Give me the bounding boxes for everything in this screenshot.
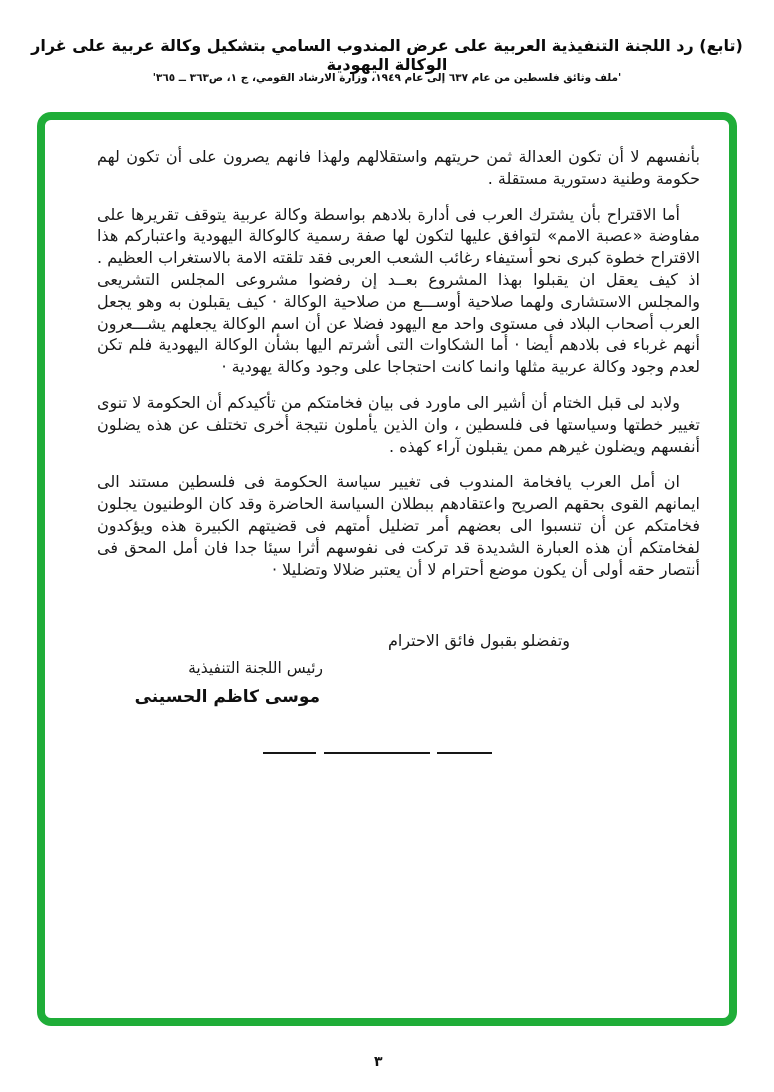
separator-rule-1 bbox=[263, 752, 316, 754]
separator-rule-3 bbox=[437, 752, 492, 754]
document-body bbox=[97, 146, 700, 594]
document-title: (تابع) رد اللجنة التنفيذية العربية على عرض المندوب السامي بتشكيل وكالة عربية على غرار الوكالة اليهودية bbox=[31, 36, 743, 74]
paragraph-4: ان أمل العرب يافخامة المندوب فى تغيير سياسة الحكومة فى فلسطين مستند الى ايمانهم القوى بحقهم الصريح واعتقادهم ببطلان السياسة الحاضرة وقد كان الوطنيون يجلون فخامتكم عن أن تنسبوا الى بعضهم أمر تضليل أمتهم فى قضيتهم الكبيرة هذه ويؤكدون لفخامتكم أن هذه العبارة الشديدة قد تركت فى نفوسهم أثرا سيئا جدا فان أمل المحق فى أنتصار حقه أولى أن يكون موضع أحترام لا أن يعتبر ضلالا وتضليلا · bbox=[97, 472, 700, 579]
paragraph-3: ولابد لى قبل الختام أن أشير الى ماورد فى بيان فخامتكم من تأكيدكم أن الحكومة لا تنوى تغيير خطتها وسياستها فى فلسطين ، وان الذين يأملون نتيجة أخرى تختلف عن هذه يضلون أنفسهم ويضلون غيرهم ممن يقبلون آراء كهذه . bbox=[97, 392, 700, 456]
closing-courtesy-line: وتفضلو بقبول فائق الاحترام bbox=[387, 631, 570, 650]
separator-rule-2 bbox=[324, 752, 430, 754]
signature-title: رئيس اللجنة التنفيذية bbox=[188, 659, 323, 677]
page-number: ٣ bbox=[374, 1054, 383, 1070]
paragraph-2: أما الاقتراح بأن يشترك العرب فى أدارة بلادهم بواسطة وكالة عربية يتوقف تقريرها على مفاوضة «عصبة الامم» لتوافق عليها لتكون لها صفة رسمية كالوكالة اليهودية واعتباركم هذا الاقتراح خطوة كبرى نحو أستيفاء رغائب الشعب العربى فقد تلقته الامة بالاستغراب العظيم . اذ كيف يعقل ان يقبلوا بهذا المشروع بعــد إن رفضوا مشروعى المجلس التشريعى والمجلس الاستشارى ولهما صلاحية أوســـع من صلاحية الوكالة · كيف يقبلون به وهو يجعل العرب أصحاب البلاد فى مستوى واحد مع اليهود فضلا عن أن اسم الوكالة يجعلهم يشـــعرون أنهم غرباء فى بلادهم أيضا · أما الشكاوات التى أشرتم اليها بشأن الوكالة اليهودية فلم تكن لعدم وجود وكالة عربية مثلها وانما كانت احتجاجا على وجود وكالة يهودية · bbox=[97, 204, 700, 377]
signature-name: موسى كاظم الحسينى bbox=[134, 687, 320, 707]
document-source-citation: 'ملف وثائق فلسطين من عام ٦٣٧ إلى عام ١٩٤٩، وزارة الارشاد القومي، ج ١، ص٣٦٣ ــ ٣٦٥' bbox=[152, 72, 622, 84]
paragraph-1: بأنفسهم لا أن تكون العدالة ثمن حريتهم واستقلالهم ولهذا فانهم يصرون على أن تكون لهم حكومة وطنية دستورية مستقلة . bbox=[97, 147, 700, 188]
